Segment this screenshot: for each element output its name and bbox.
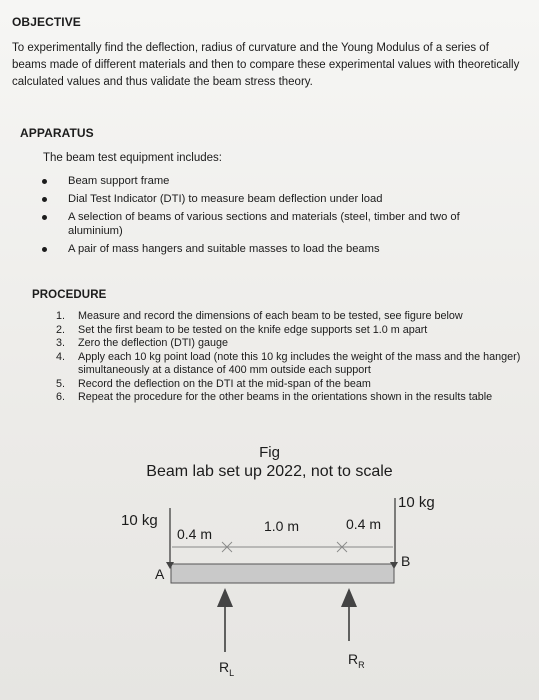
left-reaction-arrow-icon [217,588,233,652]
right-overhang-dimension: 0.4 m [346,516,382,532]
left-load-label: 10 kg [121,512,158,529]
objective-text: To experimentally find the deflection, radius of curvature and the Young Modulus of a series of beams made of different materials and then to compare these experimental values with theoretically calculated values and thus validate the beam stress theory. [12,42,520,88]
figure-title: Fig [259,444,280,461]
left-reaction-label: $R_L$ [219,659,235,678]
list-item: Beam support frame [42,174,502,188]
right-reaction-label: $R_R$ [348,651,365,670]
end-label-b: B [401,553,411,569]
list-item: 5. Record the deflection on the DTI at the mid-span of the beam [56,377,371,390]
list-item: Dial Test Indicator (DTI) to measure beam deflection under load [42,192,502,206]
list-item: 4. Apply each 10 kg point load (note this 10 kg includes the weight of the mass and the hanger) simultaneously at a distance of 400 mm outside each support [56,350,521,376]
list-item: A selection of beams of various sections and materials (steel, timber and two of aluminium) [42,210,502,238]
apparatus-intro: The beam test equipment includes: [43,152,222,164]
objective-heading: OBJECTIVE [12,15,81,29]
list-item: 3. Zero the deflection (DTI) gauge [56,337,229,349]
right-reaction-arrow-icon [341,588,357,641]
end-label-a: A [155,566,165,582]
figure-caption: Beam lab set up 2022, not to scale [146,463,393,480]
right-load-label: 10 kg [398,494,435,511]
procedure-heading: PROCEDURE [32,289,107,301]
list-item: 1. Measure and record the dimensions of each beam to be tested, see figure below [56,310,463,322]
list-item: 6. Repeat the procedure for the other beams in the orientations shown in the results table [56,391,493,403]
span-dimension: 1.0 m [264,518,300,534]
left-overhang-dimension: 0.4 m [177,526,213,542]
list-item: A pair of mass hangers and suitable masses to load the beams [42,242,502,256]
beam [171,564,394,583]
apparatus-heading: APPARATUS [20,126,94,140]
list-item: 2. Set the first beam to be tested on the knife edge supports set 1.0 m apart [56,323,428,336]
